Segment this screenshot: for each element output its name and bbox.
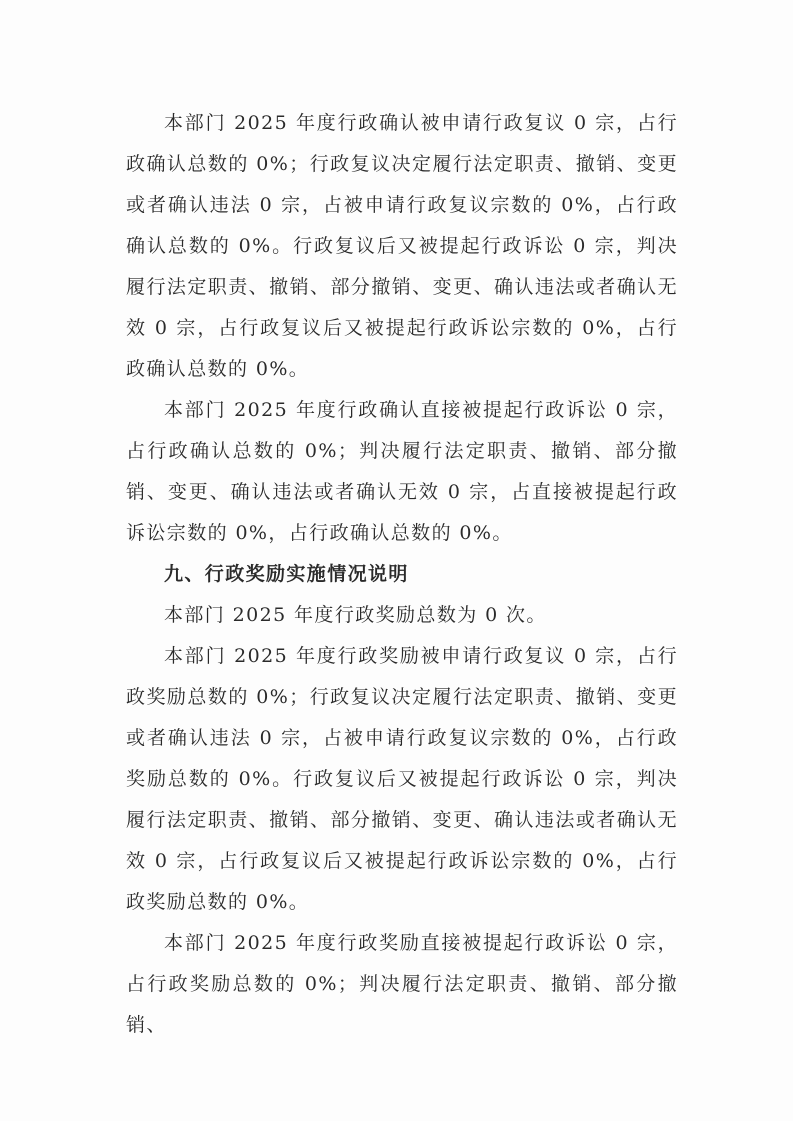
paragraph-reward-litigation: 本部门 2025 年度行政奖励直接被提起行政诉讼 0 宗，占行政奖励总数的 0%；判决履行法定职责、撤销、部分撤销、	[126, 932, 678, 1036]
section-heading-reward: 九、行政奖励实施情况说明	[164, 563, 409, 585]
paragraph-confirmation-litigation: 本部门 2025 年度行政确认直接被提起行政诉讼 0 宗，占行政确认总数的 0%；判决履行法定职责、撤销、部分撤销、变更、确认违法或者确认无效 0 宗，占直接被提起行政诉讼宗数的 0%，占行政确认总数的 0%。	[126, 399, 678, 544]
document-body	[126, 103, 678, 1046]
paragraph-reward-total: 本部门 2025 年度行政奖励总数为 0 次。	[164, 604, 547, 626]
paragraph-confirmation-review: 本部门 2025 年度行政确认被申请行政复议 0 宗，占行政确认总数的 0%；行政复议决定履行法定职责、撤销、变更或者确认违法 0 宗，占被申请行政复议宗数的 0%，占行政确认总数的 0%。行政复议后又被提起行政诉讼 0 宗，判决履行法定职责、撤销、部分撤销、变更、确认违法或者确认无效 0 宗，占行政复议后又被提起行政诉讼宗数的 0%，占行政确认总数的 0%。	[126, 112, 678, 380]
paragraph-reward-review: 本部门 2025 年度行政奖励被申请行政复议 0 宗，占行政奖励总数的 0%；行政复议决定履行法定职责、撤销、变更或者确认违法 0 宗，占被申请行政复议宗数的 0%，占行政奖励总数的 0%。行政复议后又被提起行政诉讼 0 宗，判决履行法定职责、撤销、部分撤销、变更、确认违法或者确认无效 0 宗，占行政复议后又被提起行政诉讼宗数的 0%，占行政奖励总数的 0%。	[126, 645, 678, 913]
